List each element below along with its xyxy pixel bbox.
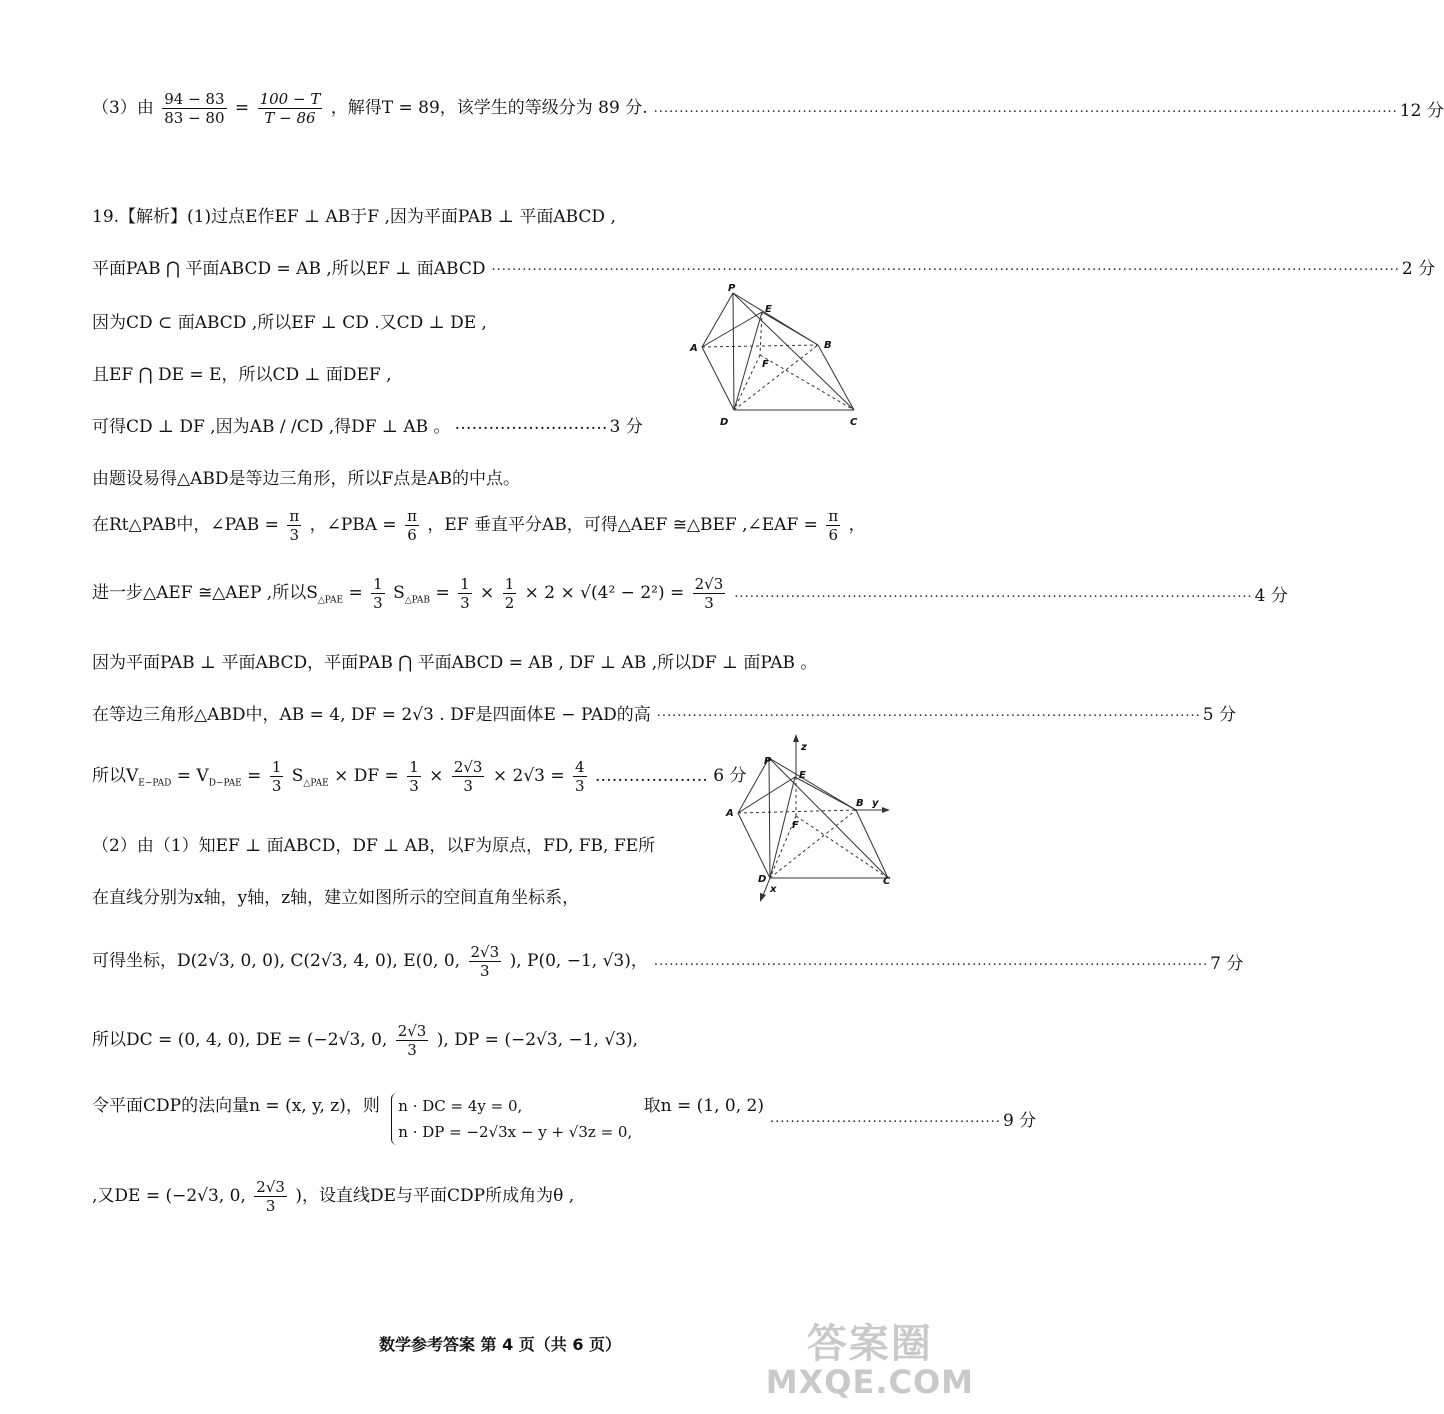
part3-solution-line: （3）由 $\frac{94 - 83}{83 - 80}$ = $\frac{100 - T}{T - 86}$ ，解得T = 89，该学生的等级分为 89 分. ................................................................................................................................................. 12 分 bbox=[92, 89, 1444, 127]
leader-dots: ................................................................................................................................................. bbox=[653, 100, 1398, 116]
score-label: 5 分 bbox=[1202, 704, 1237, 725]
score-label: 4 分 bbox=[1254, 585, 1288, 606]
fraction: $\frac{100 - T}{T - 86}$ bbox=[259, 89, 321, 127]
figure1-label-A: A bbox=[690, 343, 698, 354]
score-label: 3 分 bbox=[609, 416, 643, 437]
q19-line-11: 所以$V_{E-PAD} = V_{D-PAE}$ = $\frac{1}{3}$ $S_{\triangle PAE}$ × DF = $\frac{1}{3}$ × $\frac{2√3}{3}$ × 2√3 = $\frac{4}{3}$ .………………. 6 分 bbox=[92, 757, 747, 795]
leader-dots: ……………………… bbox=[454, 414, 608, 434]
q19-part2-line-3: 可得坐标，D(2√3, 0, 0), C(2√3, 4, 0), E(0, 0, $\frac{2√3}{3}$ ), P(0, −1, √3)， ............................................................................................................ 7 分 bbox=[92, 942, 1244, 980]
fraction: $\frac{\pi}{3}$ bbox=[289, 506, 300, 544]
fraction: $\frac{2√3}{3}$ bbox=[256, 1177, 285, 1215]
equation-system: n · DC = 4y = 0, n · DP = −2√3x − y + √3z = 0, bbox=[391, 1093, 632, 1145]
watermark-url: MXQE.COM bbox=[765, 1363, 974, 1401]
figure2-label-A: A bbox=[726, 808, 734, 819]
figure1-label-B: B bbox=[824, 340, 832, 351]
fraction: $\frac{1}{3}$ bbox=[460, 574, 470, 612]
fraction: $\frac{1}{3}$ bbox=[271, 757, 282, 795]
score-label: 2 分 bbox=[1401, 258, 1436, 279]
q19-part2-line-6: ,又DE = (−2√3, 0, $\frac{2√3}{3}$ )，设直线DE与平面CDP所成角为θ , bbox=[92, 1177, 575, 1215]
fraction: $\frac{2√3}{3}$ bbox=[453, 757, 483, 795]
pyramid-figure-2 bbox=[720, 730, 920, 905]
score-label: 9 分 bbox=[1002, 1110, 1037, 1131]
figure1-label-F: F bbox=[762, 359, 769, 370]
leader-dots: ................................................................................................................................................................................. bbox=[491, 258, 1400, 274]
pyramid-figure-1 bbox=[680, 285, 880, 435]
leader-dots: .......................................................................................................... bbox=[656, 704, 1201, 720]
figure2-label-P: P bbox=[764, 756, 772, 767]
figure1-label-E: E bbox=[765, 304, 772, 315]
q19-line-10: 在等边三角形△ABD中，AB = 4, DF = 2√3 . DF是四面体E − PAD的高 .......................................................................................................... 5 分 bbox=[92, 697, 906, 727]
figure1-label-C: C bbox=[850, 417, 858, 428]
figure2-label-F: F bbox=[792, 820, 799, 831]
watermark-logo bbox=[766, 1312, 974, 1401]
q19-line-2: 平面PAB ⋂ 平面ABCD = AB ,所以EF ⊥ 面ABCD ................................................................................................................................................................................. 2 分 bbox=[92, 251, 906, 281]
q19-part2-line-2: 在直线分别为x轴，y轴，z轴，建立如图所示的空间直角坐标系， bbox=[92, 887, 580, 908]
figure1-label-P: P bbox=[728, 283, 736, 294]
q19-line-9: 因为平面PAB ⊥ 平面ABCD，平面PAB ⋂ 平面ABCD = AB , DF ⊥ AB ,所以DF ⊥ 面PAB 。 bbox=[92, 652, 818, 673]
page-footer: 数学参考答案 第 4 页（共 6 页） bbox=[378, 1335, 622, 1354]
figure2-label-D: D bbox=[758, 874, 767, 885]
score-label: 7 分 bbox=[1210, 953, 1244, 974]
q19-part2-line-1: （2）由（1）知EF ⊥ 面ABCD，DF ⊥ AB，以F为原点，FD, FB, FE所 bbox=[92, 835, 656, 856]
figure2-label-x: x bbox=[770, 884, 777, 895]
fraction: $\frac{1}{3}$ bbox=[409, 757, 419, 795]
fraction: $\frac{1}{3}$ bbox=[373, 574, 383, 612]
fraction: $\frac{2√3}{3}$ bbox=[470, 942, 500, 980]
score-label: 6 分 bbox=[713, 765, 747, 786]
q19-line-5: 可得CD ⊥ DF ,因为AB / /CD ,得DF ⊥ AB 。 ……………………… 3 分 bbox=[92, 409, 680, 439]
leader-dots: ............................................................................................................ bbox=[653, 953, 1209, 969]
leader-dots: ............................................. bbox=[769, 1110, 1001, 1126]
fraction: $\frac{94 - 83}{83 - 80}$ bbox=[164, 89, 225, 127]
figure2-label-B: B bbox=[856, 798, 864, 809]
leader-dots: .………………. bbox=[595, 765, 708, 786]
fraction: $\frac{\pi}{6}$ bbox=[407, 506, 417, 544]
fraction: $\frac{1}{2}$ bbox=[504, 574, 515, 612]
q19-line-4: 且EF ⋂ DE = E，所以CD ⊥ 面DEF , bbox=[92, 364, 392, 385]
q19-part2-line-5: 令平面CDP的法向量n = (x, y, z)，则 n · DC = 4y = 0, n · DP = −2√3x − y + √3z = 0, 取n = (1, 0, 2) ............................................. 9 分 bbox=[92, 1103, 906, 1133]
fraction: $\frac{2√3}{3}$ bbox=[694, 574, 724, 612]
watermark-text: 答案圈 bbox=[806, 1321, 933, 1367]
leader-dots: ..................................................................................................... bbox=[734, 585, 1253, 601]
q19-line-8: 进一步△AEF ≅△AEP ,所以$S_{\triangle PAE}$ = $\frac{1}{3}$ $S_{\triangle PAB}$ = $\frac{1}{3}$ × $\frac{1}{2}$ × 2 × √(4² − 2²) = $\frac{2√3}{3}$ ..................................................................................................... 4 分 bbox=[92, 574, 1288, 612]
q19-part2-line-4: 所以DC = (0, 4, 0), DE = (−2√3, 0, $\frac{2√3}{3}$ ), DP = (−2√3, −1, √3), bbox=[92, 1021, 639, 1059]
fraction: $\frac{2√3}{3}$ bbox=[397, 1021, 427, 1059]
score-label: 12 分 bbox=[1399, 100, 1444, 121]
figure2-label-z: z bbox=[801, 742, 807, 753]
line-text: （3）由 bbox=[92, 97, 154, 118]
q19-line-1: 19.【解析】(1)过点E作EF ⊥ AB于F ,因为平面PAB ⊥ 平面ABCD , bbox=[92, 206, 616, 227]
q19-line-6: 由题设易得△ABD是等边三角形，所以F点是AB的中点。 bbox=[92, 468, 521, 489]
q19-line-7: 在Rt△PAB中，∠PAB = $\frac{\pi}{3}$ ，∠PBA = $\frac{\pi}{6}$ ，EF 垂直平分AB，可得△AEF ≅△BEF ,∠EAF = $\frac{\pi}{6}$ ， bbox=[92, 506, 866, 544]
figure2-label-E: E bbox=[799, 770, 806, 781]
fraction: $\frac{\pi}{6}$ bbox=[828, 506, 839, 544]
figure2-label-C: C bbox=[883, 876, 891, 887]
figure2-label-y: y bbox=[872, 798, 879, 809]
fraction: $\frac{4}{3}$ bbox=[575, 757, 585, 795]
q19-line-3: 因为CD ⊂ 面ABCD ,所以EF ⊥ CD .又CD ⊥ DE , bbox=[92, 312, 487, 333]
figure1-label-D: D bbox=[720, 417, 729, 428]
